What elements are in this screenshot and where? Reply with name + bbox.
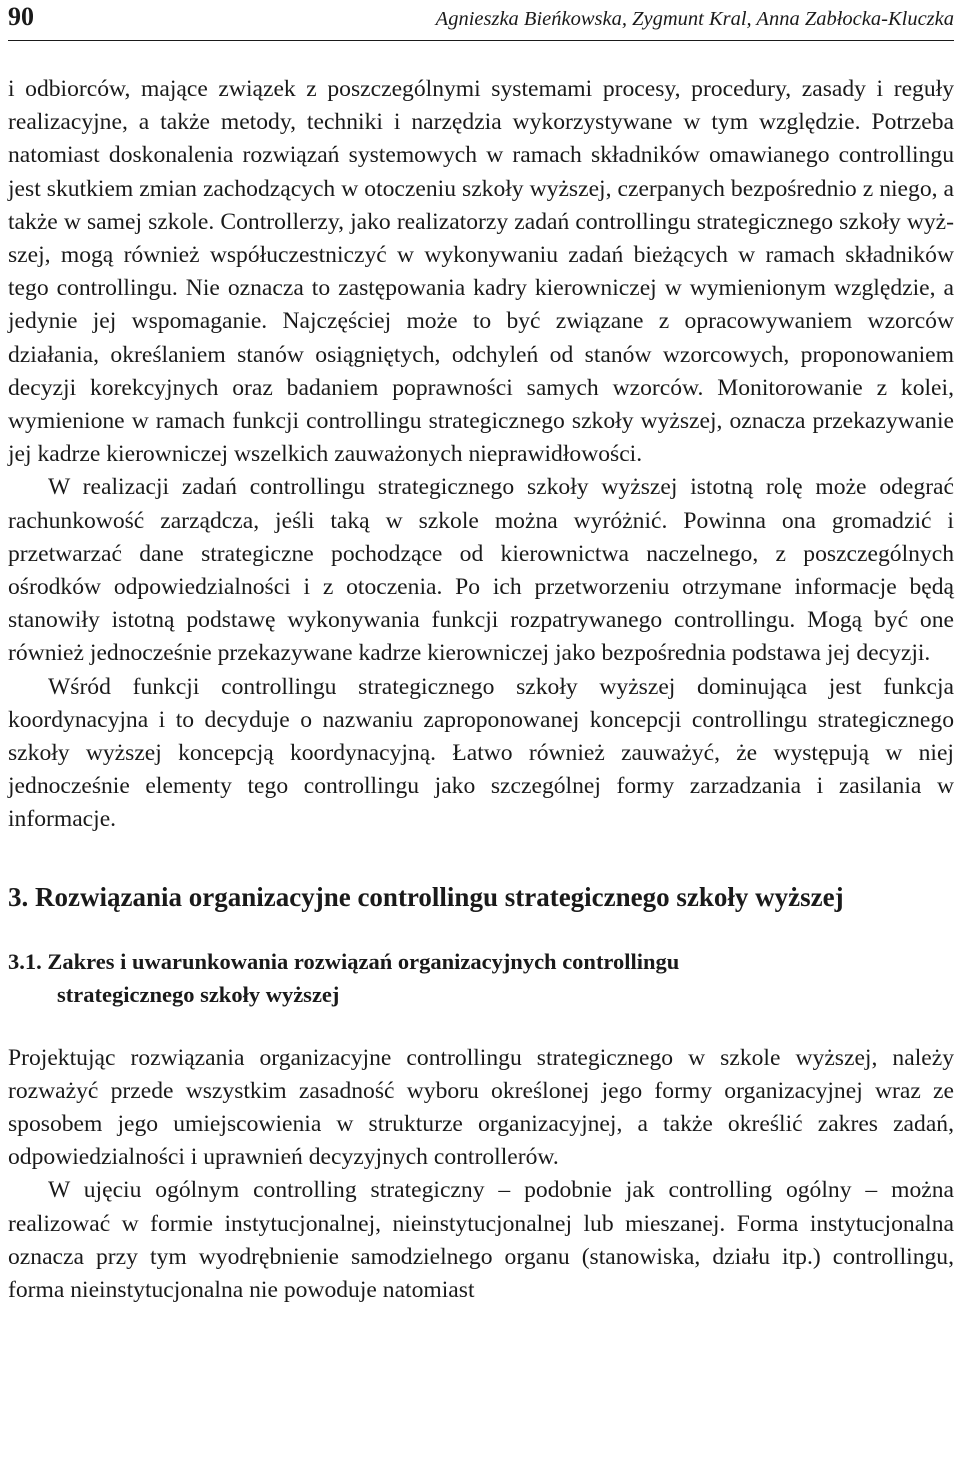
paragraph: W ujęciu ogólnym controlling strategiczny – podobnie jak controlling ogólny – można realizować w formie instytucjonalnej, nieinstytucjonalnej lub mieszanej. Forma instytucjonalna oznacza przy tym wyodrębnienie samodzielnego organu (stanowiska, działu itp.) controllingu, forma nieinstytucjonalna nie powoduje natomiast bbox=[8, 1177, 954, 1304]
page-number: 90 bbox=[8, 2, 34, 31]
paragraph: W realizacji zadań controllingu strategicznego szkoły wyższej istotną rolę może odegrać rachunkowość zarządcza, jeśli taką w szkole można wyróżnić. Powinna ona gromadzić i przetwarzać dane strategiczne pochodzące od kierownictwa naczelnego, z poszczególnych ośrodków odpowiedzialności i z otoczenia. Po ich przetworzeniu otrzymane informacje będą stanowiły istotną podstawę wykonywania funkcji rozpatrywanego controllingu. Mogą być one również jednocześnie przekazywane kadrze kierowniczej jako bezpośrednia podstawa jej decyzji. bbox=[8, 474, 954, 667]
running-header bbox=[8, 0, 954, 41]
section-heading: 3. Rozwiązania organizacyjne controllingu strategicznego szkoły wyższej bbox=[8, 881, 844, 912]
paragraph: i odbiorców, mające związek z poszczególnymi systemami procesy, procedury, zasady i reguły realizacyjne, a także metody, techniki i narzędzia wykorzystywane w tym względzie. Potrzeba natomiast doskonalenia rozwiązań systemowych w ramach składników omawianego controllingu jest skutkiem zmian zachodzących w otoczeniu szkoły wyższej, czerpanych bezpośrednio z niego, a także w samej szkole. Controllerzy, jako realizatorzy zadań controllingu strategicznego szkoły wyższej, mogą również współuczestniczyć w wykonywaniu zadań bieżących w ramach składników tego controllingu. Nie oznacza to zastępowania kadry kierowniczej w wymienionym względzie, a jedynie jej wspomaganie. Najczęściej może to być związane z opracowywaniem wzorców działania, określaniem stanów osiągniętych, odchyleń od stanów wzorcowych, proponowaniem decyzji korekcyjnych oraz badaniem poprawności samych wzorców. Monitorowanie z kolei, wymienione w ramach funkcji controllingu strategicznego szkoły wyższej, oznacza przekazywanie jej kadrze kierowniczej wszelkich zauważonych nieprawidłowości. bbox=[8, 76, 954, 468]
paragraph: Projektując rozwiązania organizacyjne controllingu strategicznego w szkole wyższej, należy rozważyć przede wszystkim zasadność wyboru określonej jego formy organizacyjnej wraz ze sposobem jego umiejscowienia w strukturze organizacyjnej, a także określić zakres zadań, odpowiedzialności i uprawnień decyzyjnych controllerów. bbox=[8, 1044, 954, 1171]
subsection-body bbox=[8, 1042, 954, 1308]
subsection-heading: 3.1. Zakres i uwarunkowania rozwiązań organizacyjnych controllingu strategicznego szkoły wyższej bbox=[8, 948, 680, 1007]
running-head-authors: Agnieszka Bieńkowska, Zygmunt Kral, Anna Zabłocka-Kluczka bbox=[435, 8, 954, 30]
body-text bbox=[8, 73, 954, 837]
page bbox=[8, 0, 954, 1307]
paragraph: Wśród funkcji controllingu strategicznego szkoły wyższej dominująca jest funkcja koordynacyjna i to decyduje o nazwaniu zaproponowanej koncepcji controllingu strategicznego szkoły wyższej koncepcją koordynacyjną. Łatwo również zauważyć, że występują w niej jednocześnie elementy tego controllingu jako szczególnej formy zarzadzania i zasilania w informacje. bbox=[8, 673, 954, 833]
